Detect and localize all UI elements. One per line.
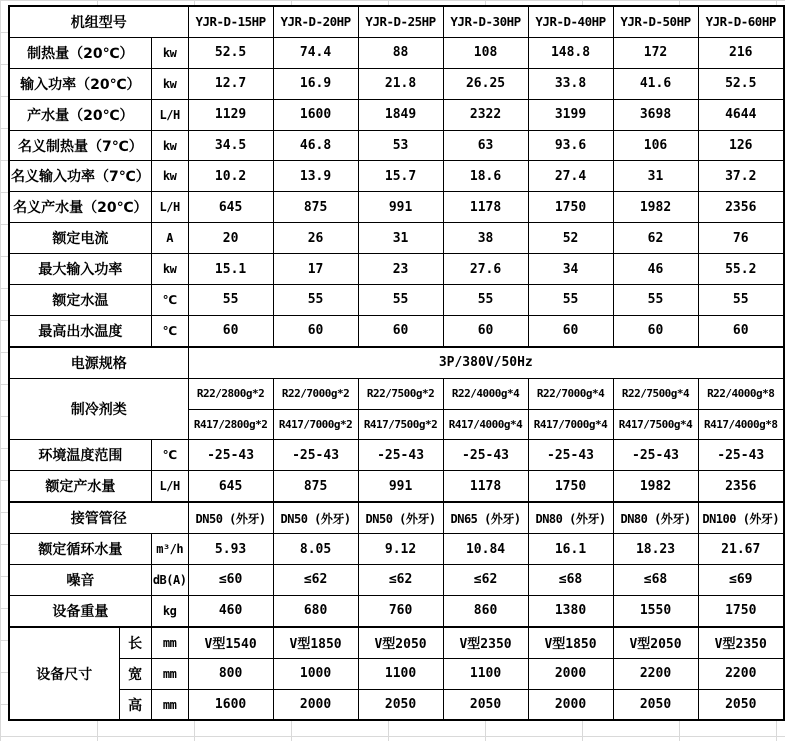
dim-sub-label: 高: [119, 689, 151, 720]
value-cell: 26.25: [443, 68, 528, 99]
value-cell: 1982: [613, 471, 698, 502]
value-cell: 8.05: [273, 534, 358, 565]
value-cell: DN50 (外牙): [273, 502, 358, 533]
value-cell: V型1850: [528, 627, 613, 658]
row-label: 名义产水量（20℃）: [9, 192, 151, 223]
table-row: [9, 658, 784, 689]
unit-cell: L/H: [151, 192, 188, 223]
value-cell: 10.2: [188, 161, 273, 192]
spec-table: [8, 5, 785, 721]
value-cell: 63: [443, 130, 528, 161]
value-cell: 17: [273, 254, 358, 285]
unit-cell: ℃: [151, 315, 188, 346]
row-label: 电源规格: [9, 347, 188, 378]
value-cell: DN80 (外牙): [528, 502, 613, 533]
value-cell: 23: [358, 254, 443, 285]
value-cell: 12.7: [188, 68, 273, 99]
value-cell: 1000: [273, 658, 358, 689]
value-cell: 60: [613, 315, 698, 346]
value-cell: 15.1: [188, 254, 273, 285]
value-cell: 645: [188, 192, 273, 223]
row-label: 名义输入功率（7℃）: [9, 161, 151, 192]
value-cell: 34: [528, 254, 613, 285]
value-cell: 5.93: [188, 534, 273, 565]
table-row: [9, 285, 784, 316]
unit-cell: kw: [151, 254, 188, 285]
value-cell: 18.6: [443, 161, 528, 192]
value-cell: R417/7500g*2: [358, 409, 443, 440]
value-cell: 106: [613, 130, 698, 161]
value-cell: 55: [528, 285, 613, 316]
table-row: [9, 565, 784, 596]
table-row: [9, 689, 784, 720]
model-header: YJR-D-15HP: [188, 6, 273, 37]
value-cell: -25-43: [273, 440, 358, 471]
model-header: YJR-D-20HP: [273, 6, 358, 37]
unit-cell: mm: [151, 627, 188, 658]
unit-cell: kw: [151, 68, 188, 99]
row-label: 输入功率（20℃）: [9, 68, 151, 99]
dim-sub-label: 宽: [119, 658, 151, 689]
unit-cell: mm: [151, 689, 188, 720]
unit-cell: mm: [151, 658, 188, 689]
value-cell: ≤62: [273, 565, 358, 596]
value-cell: 16.9: [273, 68, 358, 99]
value-cell: DN80 (外牙): [613, 502, 698, 533]
model-header: YJR-D-50HP: [613, 6, 698, 37]
row-label: 最大输入功率: [9, 254, 151, 285]
value-cell: 55: [613, 285, 698, 316]
value-cell: 2356: [698, 192, 784, 223]
row-label: 额定电流: [9, 223, 151, 254]
corner-header: 机组型号: [9, 6, 188, 37]
value-cell: -25-43: [188, 440, 273, 471]
row-label: 额定循环水量: [9, 534, 151, 565]
value-cell: 2356: [698, 471, 784, 502]
value-cell: 1750: [528, 471, 613, 502]
value-cell: 76: [698, 223, 784, 254]
row-label: 环境温度范围: [9, 440, 151, 471]
value-cell: 10.84: [443, 534, 528, 565]
value-cell: ≤68: [613, 565, 698, 596]
value-cell: 760: [358, 595, 443, 626]
value-cell: 1100: [443, 658, 528, 689]
value-cell: 1750: [528, 192, 613, 223]
table-row: [9, 130, 784, 161]
table-row: [9, 440, 784, 471]
value-cell: ≤69: [698, 565, 784, 596]
value-cell: R417/2800g*2: [188, 409, 273, 440]
table-row: [9, 99, 784, 130]
table-row: [9, 627, 784, 658]
table-row: [9, 37, 784, 68]
value-cell: 2050: [698, 689, 784, 720]
unit-cell: ℃: [151, 440, 188, 471]
value-cell: 875: [273, 192, 358, 223]
value-cell: 1129: [188, 99, 273, 130]
value-cell: 991: [358, 192, 443, 223]
row-label: 最高出水温度: [9, 315, 151, 346]
value-cell: 216: [698, 37, 784, 68]
row-label: 噪音: [9, 565, 151, 596]
value-cell: 88: [358, 37, 443, 68]
value-cell: 2050: [613, 689, 698, 720]
value-cell: 1100: [358, 658, 443, 689]
value-cell: 172: [613, 37, 698, 68]
value-cell: ≤68: [528, 565, 613, 596]
value-cell: 31: [613, 161, 698, 192]
value-cell: 860: [443, 595, 528, 626]
value-cell: 3698: [613, 99, 698, 130]
value-cell: 38: [443, 223, 528, 254]
row-label: 额定产水量: [9, 471, 151, 502]
value-cell: DN100 (外牙): [698, 502, 784, 533]
table-row: [9, 534, 784, 565]
value-cell: 46.8: [273, 130, 358, 161]
value-cell: 21.8: [358, 68, 443, 99]
value-cell: 27.4: [528, 161, 613, 192]
value-cell: 991: [358, 471, 443, 502]
value-cell: 1550: [613, 595, 698, 626]
value-cell: V型2350: [698, 627, 784, 658]
unit-cell: A: [151, 223, 188, 254]
value-cell: 1849: [358, 99, 443, 130]
value-cell: 13.9: [273, 161, 358, 192]
row-label: 名义制热量（7℃）: [9, 130, 151, 161]
row-label: 接管管径: [9, 502, 188, 533]
value-cell: -25-43: [698, 440, 784, 471]
value-cell: 55: [273, 285, 358, 316]
unit-cell: kg: [151, 595, 188, 626]
value-cell: 46: [613, 254, 698, 285]
unit-cell: kw: [151, 37, 188, 68]
value-cell: R22/2800g*2: [188, 378, 273, 409]
value-cell: 108: [443, 37, 528, 68]
value-cell: 55.2: [698, 254, 784, 285]
value-cell: 31: [358, 223, 443, 254]
value-cell: R417/7500g*4: [613, 409, 698, 440]
value-cell: R22/4000g*8: [698, 378, 784, 409]
value-cell: DN50 (外牙): [188, 502, 273, 533]
value-cell: R22/7500g*2: [358, 378, 443, 409]
value-cell: 55: [358, 285, 443, 316]
value-cell: -25-43: [528, 440, 613, 471]
value-cell: 875: [273, 471, 358, 502]
value-cell: -25-43: [613, 440, 698, 471]
value-cell: 680: [273, 595, 358, 626]
value-cell: 52.5: [698, 68, 784, 99]
value-cell: 1178: [443, 471, 528, 502]
value-cell: V型2050: [358, 627, 443, 658]
table-row: [9, 378, 784, 409]
value-cell: 53: [358, 130, 443, 161]
table-row: [9, 68, 784, 99]
value-cell: 27.6: [443, 254, 528, 285]
value-cell: 55: [443, 285, 528, 316]
value-cell: R417/7000g*2: [273, 409, 358, 440]
value-cell: 2000: [273, 689, 358, 720]
row-label: 产水量（20℃）: [9, 99, 151, 130]
value-cell: 1380: [528, 595, 613, 626]
value-cell: 9.12: [358, 534, 443, 565]
value-cell: 16.1: [528, 534, 613, 565]
table-row: [9, 254, 784, 285]
spec-sheet: [8, 5, 785, 721]
value-cell: 60: [358, 315, 443, 346]
unit-cell: L/H: [151, 471, 188, 502]
value-cell: 93.6: [528, 130, 613, 161]
table-row: [9, 161, 784, 192]
value-cell: R417/7000g*4: [528, 409, 613, 440]
value-cell: 2050: [358, 689, 443, 720]
value-cell: 18.23: [613, 534, 698, 565]
value-cell: 2322: [443, 99, 528, 130]
value-cell: 460: [188, 595, 273, 626]
value-cell: 645: [188, 471, 273, 502]
value-cell: 41.6: [613, 68, 698, 99]
value-cell: 2000: [528, 658, 613, 689]
unit-cell: kw: [151, 130, 188, 161]
value-cell: ≤62: [443, 565, 528, 596]
value-cell: R417/4000g*8: [698, 409, 784, 440]
model-header: YJR-D-40HP: [528, 6, 613, 37]
unit-cell: dB(A): [151, 565, 188, 596]
value-cell: 1600: [188, 689, 273, 720]
row-label: 制热量（20℃）: [9, 37, 151, 68]
value-cell: V型2350: [443, 627, 528, 658]
table-row: [9, 192, 784, 223]
value-cell: ≤60: [188, 565, 273, 596]
unit-cell: L/H: [151, 99, 188, 130]
value-cell: 1178: [443, 192, 528, 223]
value-cell: 3199: [528, 99, 613, 130]
value-cell: 15.7: [358, 161, 443, 192]
value-cell: 60: [698, 315, 784, 346]
value-cell: 60: [443, 315, 528, 346]
value-cell: V型1540: [188, 627, 273, 658]
value-cell: 1600: [273, 99, 358, 130]
value-cell: 26: [273, 223, 358, 254]
value-cell: V型2050: [613, 627, 698, 658]
table-row: [9, 471, 784, 502]
value-cell: 52: [528, 223, 613, 254]
model-header: YJR-D-25HP: [358, 6, 443, 37]
table-row: [9, 315, 784, 346]
value-cell: R22/7000g*4: [528, 378, 613, 409]
model-header: YJR-D-30HP: [443, 6, 528, 37]
row-label: 设备重量: [9, 595, 151, 626]
value-cell: 74.4: [273, 37, 358, 68]
value-cell: 2050: [443, 689, 528, 720]
value-cell: 2200: [698, 658, 784, 689]
value-cell: 2000: [528, 689, 613, 720]
row-label: 额定水温: [9, 285, 151, 316]
value-cell: R22/4000g*4: [443, 378, 528, 409]
value-cell: 62: [613, 223, 698, 254]
value-cell: DN50 (外牙): [358, 502, 443, 533]
value-cell: 37.2: [698, 161, 784, 192]
row-label: 制冷剂类: [9, 378, 188, 440]
model-header: YJR-D-60HP: [698, 6, 784, 37]
table-row: [9, 223, 784, 254]
table-row: [9, 502, 784, 533]
value-cell: 21.67: [698, 534, 784, 565]
value-cell: 126: [698, 130, 784, 161]
row-label: 设备尺寸: [9, 627, 119, 721]
value-cell: R22/7000g*2: [273, 378, 358, 409]
unit-cell: kw: [151, 161, 188, 192]
value-cell: 33.8: [528, 68, 613, 99]
value-cell: V型1850: [273, 627, 358, 658]
value-cell: 55: [698, 285, 784, 316]
value-cell: -25-43: [358, 440, 443, 471]
value-cell: R417/4000g*4: [443, 409, 528, 440]
value-cell: 1982: [613, 192, 698, 223]
value-cell: 60: [273, 315, 358, 346]
value-cell: 1750: [698, 595, 784, 626]
value-cell: 52.5: [188, 37, 273, 68]
value-cell: 148.8: [528, 37, 613, 68]
value-cell: 4644: [698, 99, 784, 130]
value-cell: 20: [188, 223, 273, 254]
value-cell: 800: [188, 658, 273, 689]
value-cell: ≤62: [358, 565, 443, 596]
value-cell: R22/7500g*4: [613, 378, 698, 409]
value-cell: 55: [188, 285, 273, 316]
table-row: [9, 6, 784, 37]
value-cell: 34.5: [188, 130, 273, 161]
value-cell: DN65 (外牙): [443, 502, 528, 533]
unit-cell: m³/h: [151, 534, 188, 565]
value-cell: 3P/380V/50Hz: [188, 347, 784, 378]
dim-sub-label: 长: [119, 627, 151, 658]
unit-cell: ℃: [151, 285, 188, 316]
value-cell: 60: [528, 315, 613, 346]
table-row: [9, 347, 784, 378]
value-cell: 60: [188, 315, 273, 346]
value-cell: 2200: [613, 658, 698, 689]
value-cell: -25-43: [443, 440, 528, 471]
table-row: [9, 595, 784, 626]
